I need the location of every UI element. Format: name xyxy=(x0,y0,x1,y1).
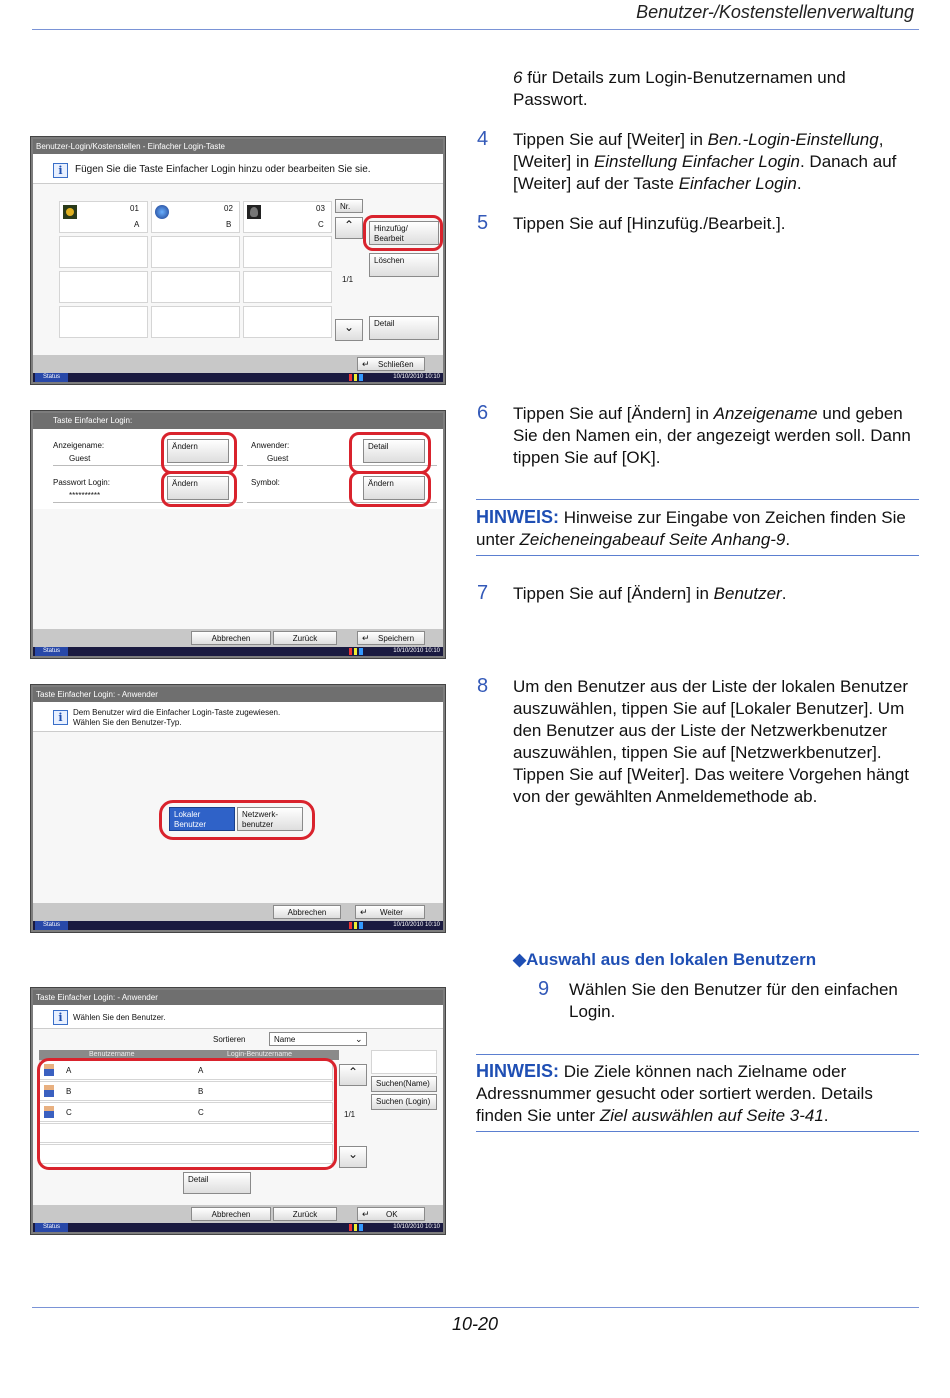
t: und geben Sie den Namen ein, der angezeigt werden soll. Dann tippen Sie auf [OK]. xyxy=(513,404,911,467)
screen-title: Taste Einfacher Login: - Anwender xyxy=(33,687,443,702)
diamond-icon: ◆ xyxy=(513,950,527,969)
key-number: 02 xyxy=(224,204,233,213)
change-symbol-button[interactable]: Ändern xyxy=(363,476,425,500)
step-6-text xyxy=(513,403,913,469)
footer-rule xyxy=(32,1307,919,1308)
t: Ben.-Login-Einstellung xyxy=(707,130,879,149)
t: Die Ziele können nach Zielname oder Adressnummer gesucht oder sortiert werden. Details finden Sie unter xyxy=(476,1062,873,1125)
message-line: Wählen Sie den Benutzer-Typ. xyxy=(73,718,182,727)
user-value: Guest xyxy=(267,454,289,463)
empty-key[interactable] xyxy=(243,271,332,303)
col-login-name[interactable]: Login-Benutzername xyxy=(227,1051,292,1058)
detail-button[interactable]: Detail xyxy=(363,439,425,463)
header-rule xyxy=(32,29,919,30)
empty-key[interactable] xyxy=(151,306,240,338)
screen-title: Taste Einfacher Login: xyxy=(33,413,443,429)
page-indicator: 1/1 xyxy=(342,275,354,284)
key-name: C xyxy=(318,220,324,229)
change-password-button[interactable]: Ändern xyxy=(167,476,229,500)
t: Anzeigename xyxy=(713,404,818,423)
note-rule xyxy=(476,499,919,500)
sort-number-button[interactable]: Nr. xyxy=(335,199,363,213)
step-9-number: 9 xyxy=(538,978,550,1000)
status-label[interactable]: Status xyxy=(35,921,68,930)
status-datetime: 10/10/2010 10:10 xyxy=(393,648,440,654)
t: . xyxy=(781,584,787,603)
login-key-a[interactable] xyxy=(59,201,148,233)
message-text: Wählen Sie den Benutzer. xyxy=(73,1013,166,1022)
screen-body xyxy=(33,687,443,930)
search-name-button[interactable]: Suchen(Name) xyxy=(371,1076,437,1092)
info-icon: i xyxy=(53,1010,68,1025)
key-number: 03 xyxy=(316,204,325,213)
signal-bars-icon xyxy=(349,374,363,381)
empty-key[interactable] xyxy=(243,236,332,268)
cancel-button[interactable]: Abbrechen xyxy=(273,905,341,919)
intro-body: für Details zum Login-Benutzernamen und Passwort. xyxy=(513,68,846,109)
screen-body xyxy=(33,413,443,656)
chevron-down-icon: ⌄ xyxy=(355,1034,363,1044)
search-blank-area xyxy=(371,1050,437,1074)
back-button[interactable]: Zurück xyxy=(273,631,337,645)
status-datetime: 10/10/2010 10:10 xyxy=(393,374,440,380)
back-button[interactable]: Zurück xyxy=(273,1207,337,1221)
highlight-ring xyxy=(349,432,431,474)
screen-message xyxy=(33,154,443,184)
globe-icon xyxy=(155,205,169,219)
save-button[interactable]: Speichern xyxy=(357,631,425,645)
scroll-down-button[interactable]: ⌄ xyxy=(335,319,363,341)
step-5-number: 5 xyxy=(477,212,489,234)
t: . xyxy=(796,174,802,193)
empty-key[interactable] xyxy=(59,271,148,303)
row-login-name: A xyxy=(198,1066,204,1075)
signal-bars-icon xyxy=(349,922,363,929)
t: . Danach auf [Weiter] auf der Taste xyxy=(513,152,897,193)
detail-button[interactable]: Detail xyxy=(369,316,439,340)
next-button[interactable]: Weiter xyxy=(355,905,425,919)
status-bar xyxy=(33,647,443,656)
signal-bars-icon xyxy=(349,648,363,655)
highlight-ring xyxy=(349,471,431,507)
user-label: Anwender: xyxy=(251,441,290,450)
highlight-ring xyxy=(159,800,315,840)
empty-key[interactable] xyxy=(59,236,148,268)
t: Tippen Sie auf [Ändern] in xyxy=(513,404,714,423)
signal-bars-icon xyxy=(349,1224,363,1231)
status-label[interactable]: Status xyxy=(35,647,68,656)
t: Tippen Sie auf [Ändern] in xyxy=(513,584,714,603)
note-rule xyxy=(476,1131,919,1132)
add-edit-button[interactable]: Hinzufüg/ Bearbeit xyxy=(369,221,439,245)
password-value: ********** xyxy=(69,491,101,500)
screen-user-type xyxy=(30,684,446,933)
highlight-ring xyxy=(363,215,443,251)
highlight-ring xyxy=(161,471,237,507)
enter-icon: ↵ xyxy=(360,907,368,917)
screen-footer-bar xyxy=(33,1205,443,1223)
sunflower-icon xyxy=(63,205,77,219)
note-label: HINWEIS: xyxy=(476,507,559,527)
intro-text xyxy=(513,67,913,111)
step-8-number: 8 xyxy=(477,675,489,697)
status-label[interactable]: Status xyxy=(35,373,68,382)
t: Hinweise zur Eingabe von Zeichen finden Sie unter xyxy=(476,508,906,549)
cancel-button[interactable]: Abbrechen xyxy=(191,1207,271,1221)
close-button[interactable]: Schließen xyxy=(357,357,425,371)
note-2 xyxy=(476,1060,919,1127)
screen-footer-bar xyxy=(33,355,443,373)
step-9-text: Wählen Sie den Benutzer für den einfachen Login. xyxy=(569,980,898,1021)
login-key-b[interactable] xyxy=(151,201,240,233)
note-link[interactable]: Ziel auswählen auf Seite 3-41 xyxy=(599,1106,824,1125)
screen-simple-login-key xyxy=(30,410,446,659)
sort-label: Sortieren xyxy=(213,1035,246,1044)
password-label: Passwort Login: xyxy=(53,478,110,487)
step-4-text xyxy=(513,129,923,195)
page-indicator: 1/1 xyxy=(344,1110,356,1119)
step-7-number: 7 xyxy=(477,582,489,604)
key-name: B xyxy=(226,220,232,229)
scroll-up-button[interactable]: ⌃ xyxy=(339,1064,367,1086)
screen-simple-login-keys xyxy=(30,136,446,385)
step-4-number: 4 xyxy=(477,128,489,150)
t: . xyxy=(823,1106,829,1125)
intro-ref: 6 xyxy=(513,68,523,87)
enter-icon: ↵ xyxy=(362,633,370,643)
message-text: Fügen Sie die Taste Einfacher Login hinzu oder bearbeiten Sie sie. xyxy=(75,164,371,175)
screen-body xyxy=(33,139,443,382)
cancel-button[interactable]: Abbrechen xyxy=(191,631,271,645)
empty-key[interactable] xyxy=(243,306,332,338)
empty-key[interactable] xyxy=(59,306,148,338)
network-user-button[interactable]: Netzwerk- benutzer xyxy=(237,807,303,831)
enter-icon: ↵ xyxy=(362,359,370,369)
row-user-name: B xyxy=(66,1087,72,1096)
step-6-number: 6 xyxy=(477,402,489,424)
screen-message xyxy=(33,702,443,732)
sort-value: Name xyxy=(274,1035,296,1044)
row-login-name: C xyxy=(198,1108,204,1117)
screen-title: Taste Einfacher Login: - Anwender xyxy=(33,990,443,1005)
subheading-text: Auswahl aus den lokalen Benutzern xyxy=(526,950,817,969)
detail-button[interactable]: Detail xyxy=(183,1172,251,1194)
page-number: 10-20 xyxy=(451,1314,499,1334)
delete-button[interactable]: Löschen xyxy=(369,253,439,277)
scroll-up-button[interactable]: ⌃ xyxy=(335,217,363,239)
row-user-name: C xyxy=(66,1108,72,1117)
highlight-ring xyxy=(161,432,237,474)
symbol-label: Symbol: xyxy=(251,478,280,487)
info-icon: i xyxy=(53,710,68,725)
message-line: Dem Benutzer wird die Einfacher Login-Taste zugewiesen. xyxy=(73,708,281,717)
display-name-value: Guest xyxy=(69,454,91,463)
key-number: 01 xyxy=(130,204,139,213)
login-key-c[interactable] xyxy=(243,201,332,233)
note-link[interactable]: Zeicheneingabeauf Seite Anhang-9 xyxy=(519,530,786,549)
note-label: HINWEIS: xyxy=(476,1061,559,1081)
search-login-button[interactable]: Suchen (Login) xyxy=(371,1094,437,1110)
display-name-label: Anzeigename: xyxy=(53,441,105,450)
step-5-text: Tippen Sie auf [Hinzufüg./Bearbeit.]. xyxy=(513,214,786,233)
empty-key[interactable] xyxy=(151,236,240,268)
enter-icon: ↵ xyxy=(362,1209,370,1219)
col-user-name[interactable]: Benutzername xyxy=(89,1051,135,1058)
step-7-text xyxy=(513,583,913,605)
running-header: Benutzer-/Kostenstellenverwaltung xyxy=(636,2,914,22)
t: Einstellung Einfacher Login xyxy=(593,152,800,171)
ok-button[interactable]: OK xyxy=(357,1207,425,1221)
t: . xyxy=(785,530,791,549)
status-bar xyxy=(33,921,443,930)
status-label[interactable]: Status xyxy=(35,1223,68,1232)
scroll-down-button[interactable]: ⌄ xyxy=(339,1146,367,1168)
empty-key[interactable] xyxy=(151,271,240,303)
status-datetime: 10/10/2010 10:10 xyxy=(393,922,440,928)
screen-footer-bar xyxy=(33,903,443,921)
row-user-name: A xyxy=(66,1066,72,1075)
change-display-name-button[interactable]: Ändern xyxy=(167,439,229,463)
screen-message xyxy=(33,1005,443,1029)
note-1 xyxy=(476,506,919,551)
screen-footer-bar xyxy=(33,629,443,647)
note-rule xyxy=(476,1054,919,1055)
status-bar xyxy=(33,373,443,382)
note-rule xyxy=(476,555,919,556)
t: Einfacher Login xyxy=(678,174,797,193)
status-bar xyxy=(33,1223,443,1232)
t: , [Weiter] in xyxy=(513,130,884,171)
highlight-ring xyxy=(37,1058,337,1170)
subheading xyxy=(513,950,816,970)
info-icon: i xyxy=(53,163,68,178)
step-8-text: Um den Benutzer aus der Liste der lokalen Benutzer auszuwählen, tippen Sie auf [Lokaler Benutzer]. Um den Benutzer aus der Liste der Netzwerkbenutzer auszuwählen, tippen Sie auf [Netzwerkbenutzer]. Tippen Sie auf [Weiter]. Das weitere Vorgehen hängt von der gewählten Anmeldemethode ab. xyxy=(513,677,909,806)
portrait-icon xyxy=(247,205,261,219)
status-datetime: 10/10/2010 10:10 xyxy=(393,1224,440,1230)
screen-select-user xyxy=(30,987,446,1235)
sort-select[interactable] xyxy=(269,1032,367,1046)
screen-body xyxy=(33,990,443,1232)
screen-title: Benutzer-Login/Kostenstellen - Einfacher Login-Taste xyxy=(33,139,443,154)
t: Tippen Sie auf [Weiter] in xyxy=(513,130,708,149)
row-login-name: B xyxy=(198,1087,204,1096)
t: Benutzer xyxy=(713,584,782,603)
local-user-button[interactable]: Lokaler Benutzer xyxy=(169,807,235,831)
key-name: A xyxy=(134,220,140,229)
